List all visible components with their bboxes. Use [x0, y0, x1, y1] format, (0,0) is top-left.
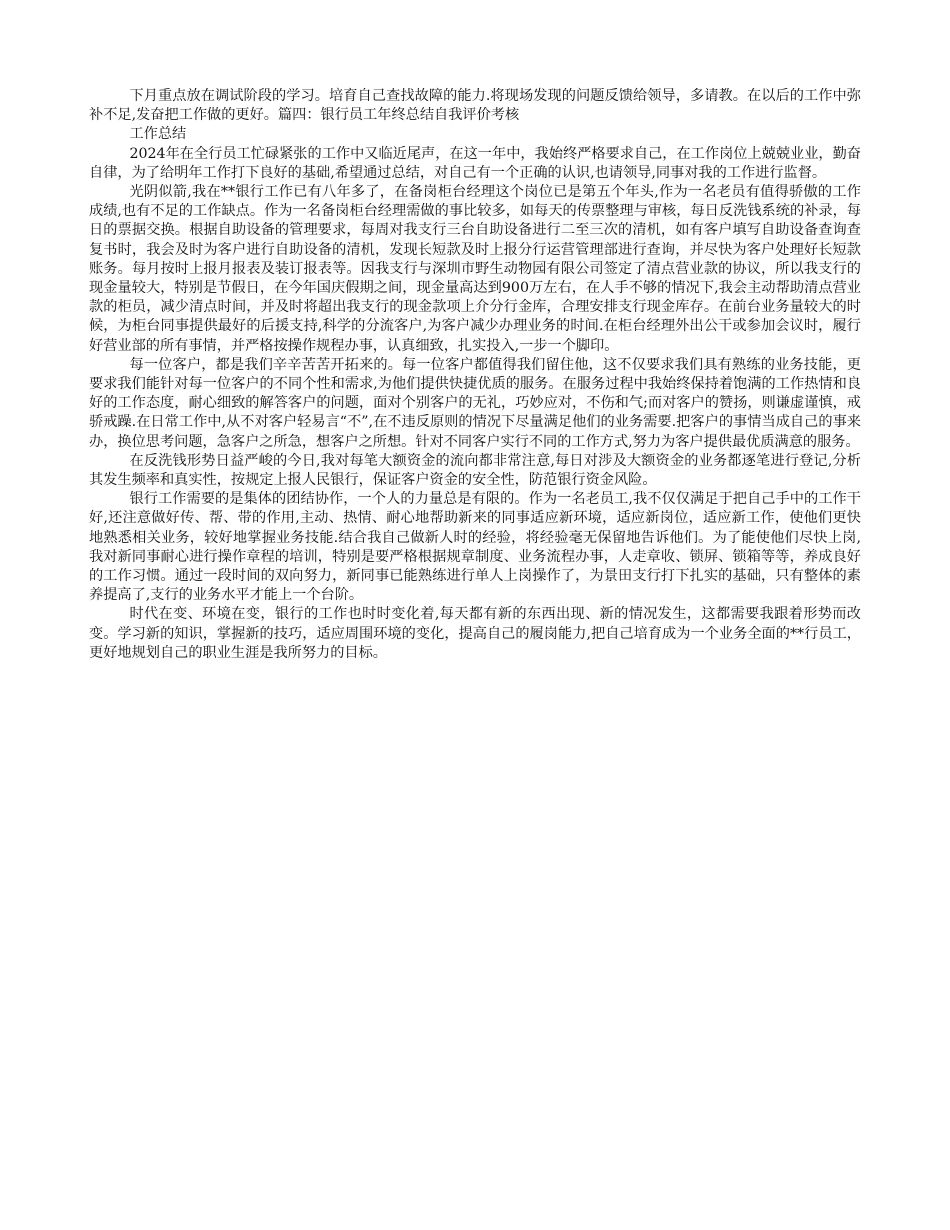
- paragraph-teamwork: 银行工作需要的是集体的团结协作，一个人的力量总是有限的。作为一名老员工,我不仅仅满足于把自己手中的工作干好,还注意做好传、帮、带的作用,主动、热情、耐心地帮助新来的同事适应新环境，适应新岗位，适应新工作，使他们更快地熟悉相关业务，较好地掌握业务技能.结合我自己做新人时的经验，将经验毫无保留地告诉他们。为了能使他们尽快上岗,我对新同事耐心进行操作章程的培训，特别是要严格根据规章制度、业务流程办事，人走章收、锁屏、锁箱等等，养成良好的工作习惯。通过一段时间的双向努力，新同事已能熟练进行单人上岗操作了，为景田支行打下扎实的基础，只有整体的素养提高了,支行的业务水平才能上一个台阶。: [89, 491, 861, 604]
- section-heading: 工作总结: [129, 126, 187, 143]
- paragraph-conclusion: 时代在变、环境在变，银行的工作也时时变化着,每天都有新的东西出现、新的情况发生，这都需要我跟着形势而改变。学习新的知识，掌握新的技巧，适应周围环境的变化，提高自己的履岗能力,把自己培育成为一个业务全面的**行员工，更好地规划自己的职业生涯是我所努力的目标。: [89, 606, 861, 661]
- paragraph-customers: 每一位客户，都是我们辛辛苦苦开拓来的。每一位客户都值得我们留住他，这不仅要求我们具有熟练的业务技能，更要求我们能针对每一位客户的不同个性和需求,为他们提供快捷优质的服务。在服务过程中我始终保持着饱满的工作热情和良好的工作态度，耐心细致的解答客户的问题，面对个别客户的无礼，巧妙应对，不伤和气;而对客户的赞扬，则谦虚谨慎，戒骄戒躁.在日常工作中,从不对客户轻易言“不”,在不违反原则的情况下尽量满足他们的业务需要.把客户的事情当成自己的事来办，换位思考问题，急客户之所急，想客户之所想。针对不同客户实行不同的工作方式,努力为客户提供最优质满意的服务。: [89, 356, 861, 450]
- paragraph-duties: 光阴似箭,我在**银行工作已有八年多了，在备岗柜台经理这个岗位已是第五个年头,作为一名老员有值得骄傲的工作成绩,也有不足的工作缺点。作为一名备岗柜台经理需做的事比较多，如每天的传票整理与审核，每日反洗钱系统的补录，每日的票据交换。根据自助设备的管理要求，每周对我支行三台自助设备进行二至三次的清机，如有客户填写自助设备查询查复书时，我会及时为客户进行自助设备的清机，发现长短款及时上报分行运营管理部进行查询，并尽快为客户处理好长短款账务。每月按时上报月报表及装订报表等。因我支行与深圳市野生动物园有限公司签定了清点营业款的协议，所以我支行的现金量较大，特别是节假日，在今年国庆假期之间，现金量高达到900万左右，在人手不够的情况下,我会主动帮助清点营业款的柜员，减少清点时间，并及时将超出我支行的现金款项上介分行金库，合理安排支行现金库存。在前台业务量较大的时候，为柜台同事提供最好的后援支持,科学的分流客户,为客户减少办理业务的时间.在柜台经理外出公干或参加会议时，履行好营业部的所有事情，并严格按操作规程办事，认真细致，扎实投入,一步一个脚印。: [89, 184, 861, 354]
- paragraph-summary: 2024年在全行员工忙碌紧张的工作中又临近尾声，在这一年中，我始终严格要求自己，在工作岗位上兢兢业业，勤奋自律，为了给明年工作打下良好的基础,希望通过总结，对自己有一个正确的认识,也请领导,同事对我的工作进行监督。: [89, 145, 861, 181]
- paragraph-anti-money-laundering: 在反洗钱形势日益严峻的今日,我对每笔大额资金的流向都非常注意,每日对涉及大额资金的业务都逐笔进行登记,分析其发生频率和真实性，按规定上报人民银行，保证客户资金的安全性，防范银行资金风险。: [89, 452, 861, 489]
- paragraph-intro: 下月重点放在调试阶段的学习。培育自己查找故障的能力.将现场发现的问题反馈给领导，多请教。在以后的工作中弥补不足,发奋把工作做的更好。篇四：银行员工年终总结自我评价考核: [89, 88, 861, 124]
- document-body: [89, 87, 861, 663]
